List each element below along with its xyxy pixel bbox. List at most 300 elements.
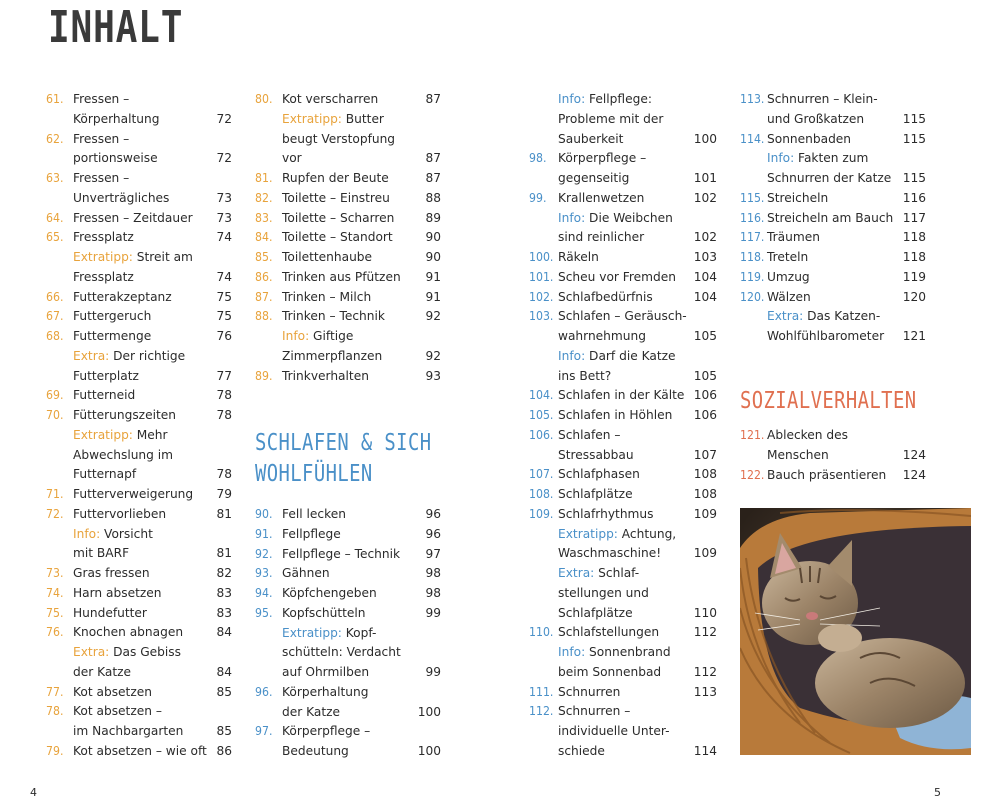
toc-entry-page: 101 <box>693 171 717 185</box>
toc-entry-tag: Extratipp: <box>558 526 618 541</box>
toc-entry-text: Futterplatz <box>73 368 139 383</box>
toc-entry-text: schiede <box>558 743 605 758</box>
toc-entry <box>255 268 441 288</box>
toc-entry-line <box>73 288 232 308</box>
toc-entry-text: Fressen – Zeitdauer <box>73 210 193 225</box>
toc-entry-line <box>558 505 717 525</box>
toc-entry-line <box>558 327 717 347</box>
cat-photo <box>740 508 971 755</box>
toc-entry <box>255 683 441 723</box>
toc-entry-line <box>73 90 232 110</box>
toc-entry <box>529 643 717 683</box>
toc-entry-text: Toilette – Standort <box>282 230 393 245</box>
toc-entry-line <box>767 307 926 327</box>
toc-entry <box>740 268 926 288</box>
toc-entry-text: Darf die Katze <box>585 348 676 363</box>
toc-entry-text: wahrnehmung <box>558 329 646 343</box>
toc-entry-number: 116. <box>740 210 765 225</box>
toc-entry-line <box>73 307 232 327</box>
toc-entry-line <box>767 466 926 486</box>
toc-entry-text: Träumen <box>767 230 820 245</box>
toc-entry-number: 122. <box>740 467 765 482</box>
toc-entry-text: im Nachbargarten <box>73 724 184 738</box>
toc-entry <box>46 604 232 624</box>
toc-entry-line <box>73 248 232 268</box>
toc-entry-text: Schnurren <box>558 684 621 699</box>
toc-entry <box>255 110 441 169</box>
toc-entry <box>529 406 717 426</box>
toc-entry-text: Wälzen <box>767 289 811 304</box>
toc-entry-page: 96 <box>425 507 441 521</box>
toc-entry <box>255 525 441 545</box>
toc-entry-line <box>282 110 441 130</box>
toc-entry-text: Schlafen in der Kälte <box>558 388 685 403</box>
toc-entry-page: 74 <box>216 269 232 284</box>
toc-entry-page: 99 <box>425 605 441 620</box>
toc-entry-line <box>73 386 232 406</box>
toc-entry-page: 100 <box>693 131 717 146</box>
toc-entry-text: Giftige <box>309 329 354 343</box>
toc-entry-line <box>558 722 717 742</box>
toc-entry-page: 87 <box>425 151 441 166</box>
toc-entry-number: 66. <box>46 289 64 304</box>
toc-entry-line <box>558 485 717 505</box>
toc-entry-page: 76 <box>216 329 232 343</box>
toc-entry-line <box>767 248 926 268</box>
toc-entry-page: 91 <box>425 289 441 304</box>
toc-entry-line <box>73 446 232 466</box>
toc-entry-text: Achtung, <box>617 526 677 541</box>
toc-entry-number: 86. <box>255 269 273 284</box>
toc-entry-text: Streicheln <box>767 190 829 205</box>
toc-column-6 <box>740 426 926 485</box>
toc-entry <box>529 189 717 209</box>
toc-entry-page: 113 <box>693 684 717 699</box>
toc-entry-page: 102 <box>693 230 717 245</box>
toc-entry-text: Gras fressen <box>73 566 150 580</box>
toc-entry-number: 69. <box>46 388 64 403</box>
toc-entry-line <box>558 347 717 367</box>
toc-entry-page: 88 <box>425 190 441 205</box>
toc-entry-text: Bedeutung <box>282 744 349 758</box>
toc-entry-number: 81. <box>255 171 273 185</box>
toc-entry <box>255 604 441 624</box>
toc-entry <box>529 386 717 406</box>
toc-entry-number: 84. <box>255 230 273 245</box>
toc-entry <box>255 564 441 584</box>
toc-entry-page: 87 <box>425 92 441 106</box>
toc-entry <box>740 189 926 209</box>
toc-entry-page: 89 <box>425 210 441 225</box>
toc-entry-line <box>282 663 441 683</box>
toc-entry <box>46 386 232 406</box>
toc-entry-text: beugt Verstopfung <box>282 131 396 146</box>
toc-entry-number: 75. <box>46 605 64 620</box>
toc-entry-text: Schnurren – Klein- <box>767 92 878 106</box>
toc-entry-page: 83 <box>216 585 232 600</box>
toc-entry-page: 73 <box>216 190 232 205</box>
toc-entry-line <box>558 90 717 110</box>
toc-entry-page: 92 <box>425 309 441 324</box>
toc-entry-tag: Extra: <box>767 309 804 324</box>
toc-entry-text: schütteln: Verdacht <box>282 645 401 660</box>
toc-entry-line <box>558 426 717 446</box>
toc-entry <box>46 702 232 742</box>
toc-entry-page: 119 <box>902 269 926 284</box>
toc-entry-text: Körperpflege – <box>558 151 647 166</box>
toc-entry-text: Fressen – <box>73 171 130 185</box>
toc-entry-page: 104 <box>693 269 717 284</box>
toc-entry-page: 112 <box>693 664 717 679</box>
toc-entry-text: Kot absetzen <box>73 684 152 699</box>
toc-entry <box>46 406 232 426</box>
toc-entry-text: Kopfschütteln <box>282 605 366 620</box>
toc-entry <box>46 130 232 170</box>
toc-entry-line <box>282 604 441 624</box>
toc-entry-number: 113. <box>740 92 765 106</box>
toc-entry-tag: Info: <box>558 92 586 106</box>
toc-entry <box>529 683 717 703</box>
toc-entry-text: und Großkatzen <box>767 111 865 126</box>
toc-entry <box>740 209 926 229</box>
toc-entry-page: 103 <box>693 250 717 264</box>
toc-entry-tag: Info: <box>282 329 310 343</box>
toc-entry-text: Mehr <box>132 427 168 442</box>
toc-entry-number: 108. <box>529 487 554 501</box>
toc-entry-line <box>73 525 232 545</box>
toc-entry-number: 101. <box>529 269 554 284</box>
toc-entry-page: 74 <box>216 230 232 245</box>
toc-entry-line <box>558 742 717 762</box>
toc-entry-line <box>73 683 232 703</box>
toc-entry-number: 79. <box>46 743 64 758</box>
toc-entry <box>529 347 717 387</box>
toc-entry <box>740 288 926 308</box>
toc-entry-text: Futterneid <box>73 388 136 403</box>
toc-entry-text: Fressen – <box>73 92 130 106</box>
toc-entry-page: 102 <box>693 190 717 205</box>
toc-entry-number: 112. <box>529 704 554 719</box>
toc-entry-line <box>767 426 926 446</box>
toc-entry-line <box>558 307 717 327</box>
toc-entry <box>46 426 232 485</box>
toc-entry-text: Futterakzeptanz <box>73 289 172 304</box>
toc-entry-text: Schlafphasen <box>558 467 640 482</box>
toc-entry-text: Fakten zum <box>794 151 869 166</box>
toc-entry-page: 78 <box>216 408 232 422</box>
toc-entry <box>255 90 441 110</box>
toc-entry-text: Die Weibchen <box>585 210 673 225</box>
toc-entry-line <box>73 209 232 229</box>
toc-entry-page: 96 <box>425 526 441 541</box>
toc-entry-number: 77. <box>46 684 64 699</box>
toc-entry <box>529 288 717 308</box>
toc-entry-line <box>767 90 926 110</box>
toc-entry-line <box>73 623 232 643</box>
toc-entry-line <box>73 505 232 525</box>
toc-entry-tag: Extratipp: <box>282 625 342 640</box>
toc-entry-page: 83 <box>216 605 232 620</box>
toc-entry-text: portionsweise <box>73 151 158 166</box>
toc-entry <box>46 683 232 703</box>
toc-entry <box>255 169 441 189</box>
page-number-right: 5 <box>934 786 941 799</box>
toc-entry <box>46 228 232 248</box>
toc-entry-line <box>282 643 441 663</box>
toc-entry-text: stellungen und <box>558 585 649 600</box>
toc-entry-number: 80. <box>255 92 273 106</box>
toc-entry <box>255 327 441 367</box>
toc-entry-number: 115. <box>740 190 765 205</box>
toc-entry-text: Trinken – Technik <box>282 309 385 324</box>
toc-entry-text: Hundefutter <box>73 605 147 620</box>
toc-entry-number: 88. <box>255 309 273 324</box>
toc-entry-number: 105. <box>529 408 554 422</box>
toc-entry-line <box>73 485 232 505</box>
toc-entry-text: Fell lecken <box>282 507 346 521</box>
toc-entry-line <box>558 623 717 643</box>
toc-entry <box>529 90 717 149</box>
toc-entry <box>529 485 717 505</box>
toc-entry-text: Zimmerpflanzen <box>282 348 383 363</box>
toc-entry-tag: Info: <box>73 526 101 541</box>
toc-entry <box>46 248 232 288</box>
toc-entry-number: 68. <box>46 329 64 343</box>
section-title-line-1: SCHLAFEN & SICH <box>255 430 432 456</box>
toc-entry-text: Schnurren – <box>558 704 631 719</box>
toc-entry-text: Probleme mit der <box>558 111 664 126</box>
toc-entry-line <box>767 189 926 209</box>
toc-entry-number: 95. <box>255 605 273 620</box>
toc-entry-page: 72 <box>216 111 232 126</box>
toc-entry-line <box>282 703 441 723</box>
toc-entry-line <box>558 465 717 485</box>
toc-entry-text: Schlafrhythmus <box>558 506 654 521</box>
toc-entry-line <box>73 130 232 150</box>
toc-entry-page: 106 <box>693 408 717 422</box>
toc-entry-page: 90 <box>425 230 441 245</box>
toc-entry-line <box>73 564 232 584</box>
toc-entry <box>529 426 717 466</box>
toc-entry-line <box>558 406 717 426</box>
toc-entry-line <box>558 228 717 248</box>
toc-entry-number: 83. <box>255 210 273 225</box>
section-title: SOZIALVERHALTEN <box>740 388 917 414</box>
toc-entry-text: Körperhaltung <box>73 111 160 126</box>
toc-entry <box>740 426 926 466</box>
toc-entry-number: 109. <box>529 506 554 521</box>
toc-entry-line <box>558 604 717 624</box>
toc-entry-text: sind reinlicher <box>558 230 645 245</box>
toc-entry <box>255 209 441 229</box>
toc-entry-line <box>282 722 441 742</box>
toc-entry-line <box>73 406 232 426</box>
toc-entry-page: 120 <box>902 289 926 304</box>
toc-entry <box>740 228 926 248</box>
toc-entry-text: Sonnenbrand <box>585 645 671 659</box>
toc-entry-line <box>73 465 232 485</box>
toc-entry-line <box>767 268 926 288</box>
toc-entry-text: Futtermenge <box>73 329 152 343</box>
toc-entry-line <box>73 722 232 742</box>
toc-entry-line <box>558 702 717 722</box>
toc-entry-line <box>282 130 441 150</box>
toc-entry-number: 63. <box>46 171 64 185</box>
toc-entry-text: ins Bett? <box>558 368 612 383</box>
toc-entry-line <box>282 584 441 604</box>
toc-entry-line <box>73 426 232 446</box>
toc-entry-text: Kot absetzen – wie oft <box>73 743 207 758</box>
section-title-line-2: WOHLFÜHLEN <box>255 461 373 487</box>
toc-entry-page: 118 <box>902 230 926 245</box>
toc-entry-tag: Extra: <box>73 645 110 659</box>
toc-entry-text: Fressplatz <box>73 230 134 245</box>
toc-entry-line <box>73 327 232 347</box>
toc-entry-text: Schlaf- <box>594 566 640 580</box>
toc-entry-page: 81 <box>216 546 232 561</box>
toc-entry-number: 65. <box>46 230 64 245</box>
toc-entry <box>255 228 441 248</box>
toc-entry <box>740 466 926 486</box>
toc-entry-text: Rupfen der Beute <box>282 171 389 185</box>
toc-entry-text: Vorsicht <box>100 526 153 541</box>
toc-entry-page: 115 <box>902 171 926 185</box>
toc-entry-number: 64. <box>46 210 64 225</box>
toc-entry <box>740 130 926 150</box>
toc-entry-number: 61. <box>46 92 64 106</box>
toc-entry <box>529 564 717 623</box>
toc-entry <box>255 307 441 327</box>
toc-entry <box>255 189 441 209</box>
toc-entry-text: Trinken aus Pfützen <box>282 269 401 284</box>
toc-entry-number: 118. <box>740 250 765 264</box>
toc-entry-line <box>558 288 717 308</box>
toc-entry-line <box>558 663 717 683</box>
toc-entry-number: 120. <box>740 289 765 304</box>
toc-entry-text: der Katze <box>73 664 132 679</box>
toc-entry-line <box>558 544 717 564</box>
toc-entry-page: 82 <box>216 566 232 580</box>
toc-entry-text: Schlafplätze <box>558 605 633 620</box>
toc-entry-page: 115 <box>902 111 926 126</box>
toc-entry-text: Kot verscharren <box>282 92 379 106</box>
toc-entry-line <box>73 228 232 248</box>
toc-entry-line <box>73 169 232 189</box>
toc-entry-line <box>282 189 441 209</box>
toc-entry <box>529 465 717 485</box>
toc-entry-page: 99 <box>425 665 441 679</box>
toc-entry-line <box>558 683 717 703</box>
toc-entry-text: Streicheln am Bauch <box>767 210 894 225</box>
toc-entry <box>46 485 232 505</box>
toc-entry-text: Fütterungszeiten <box>73 408 176 422</box>
toc-entry-text: Schlafbedürfnis <box>558 289 653 304</box>
toc-entry-text: individuelle Unter- <box>558 724 670 738</box>
toc-entry <box>46 327 232 347</box>
toc-entry-page: 121 <box>902 329 926 343</box>
toc-entry <box>46 209 232 229</box>
toc-entry-line <box>73 544 232 564</box>
toc-entry-number: 93. <box>255 566 273 581</box>
toc-entry-line <box>767 169 926 189</box>
toc-entry-number: 74. <box>46 585 64 600</box>
toc-entry-text: Fellpflege <box>282 526 341 541</box>
toc-entry-page: 108 <box>693 467 717 482</box>
toc-entry-text: Der richtige <box>109 348 186 363</box>
toc-entry <box>46 584 232 604</box>
toc-entry-page: 124 <box>902 447 926 462</box>
toc-entry-line <box>73 584 232 604</box>
toc-entry <box>255 248 441 268</box>
toc-entry <box>529 702 717 761</box>
toc-entry-line <box>282 228 441 248</box>
toc-entry-tag: Extra: <box>73 348 110 363</box>
toc-entry-text: Köpfchengeben <box>282 586 377 600</box>
toc-entry-number: 78. <box>46 704 64 719</box>
toc-entry-line <box>282 347 441 367</box>
toc-entry <box>46 623 232 643</box>
toc-entry-text: Schlafen – <box>558 427 621 442</box>
toc-entry-number: 76. <box>46 625 64 640</box>
toc-entry-line <box>282 624 441 644</box>
toc-entry-number: 70. <box>46 408 64 422</box>
toc-entry-line <box>282 90 441 110</box>
toc-entry-text: Schlafplätze <box>558 487 633 501</box>
toc-entry-line <box>73 702 232 722</box>
toc-entry-page: 85 <box>216 684 232 699</box>
toc-entry-text: Bauch präsentieren <box>767 467 887 482</box>
toc-entry-text: Toilette – Scharren <box>282 210 395 225</box>
toc-column-3 <box>255 505 441 762</box>
toc-entry-text: Fressen – <box>73 131 130 146</box>
toc-entry-text: Das Gebiss <box>109 645 181 659</box>
toc-entry-number: 72. <box>46 506 64 521</box>
toc-entry-page: 100 <box>417 704 441 719</box>
toc-entry <box>529 248 717 268</box>
toc-entry-text: Krallenwetzen <box>558 190 645 205</box>
toc-entry-number: 103. <box>529 309 554 324</box>
toc-entry-page: 79 <box>216 487 232 501</box>
toc-entry <box>740 307 926 347</box>
toc-entry <box>46 525 232 565</box>
toc-entry-page: 81 <box>216 506 232 521</box>
toc-entry-page: 105 <box>693 329 717 343</box>
toc-entry <box>740 248 926 268</box>
toc-entry-text: Fellpflege – Technik <box>282 546 401 561</box>
toc-entry-page: 118 <box>902 250 926 264</box>
toc-entry-line <box>282 268 441 288</box>
toc-entry-text: beim Sonnenbad <box>558 664 662 679</box>
toc-entry-line <box>558 564 717 584</box>
toc-entry-text: Knochen abnagen <box>73 625 184 640</box>
toc-entry-page: 78 <box>216 388 232 403</box>
toc-entry-line <box>282 683 441 703</box>
toc-entry-text: gegenseitig <box>558 171 630 185</box>
toc-entry-line <box>558 367 717 387</box>
toc-entry-page: 92 <box>425 348 441 363</box>
toc-entry-line <box>282 742 441 762</box>
toc-entry-page: 75 <box>216 309 232 324</box>
toc-entry-text: Gähnen <box>282 566 330 581</box>
toc-entry <box>46 505 232 525</box>
toc-entry-line <box>767 110 926 130</box>
toc-entry-page: 78 <box>216 467 232 482</box>
toc-entry-line <box>558 446 717 466</box>
toc-entry-line <box>767 228 926 248</box>
toc-entry-text: Wohlfühlbarometer <box>767 329 885 343</box>
toc-entry-page: 84 <box>216 625 232 640</box>
toc-entry-number: 111. <box>529 684 554 699</box>
